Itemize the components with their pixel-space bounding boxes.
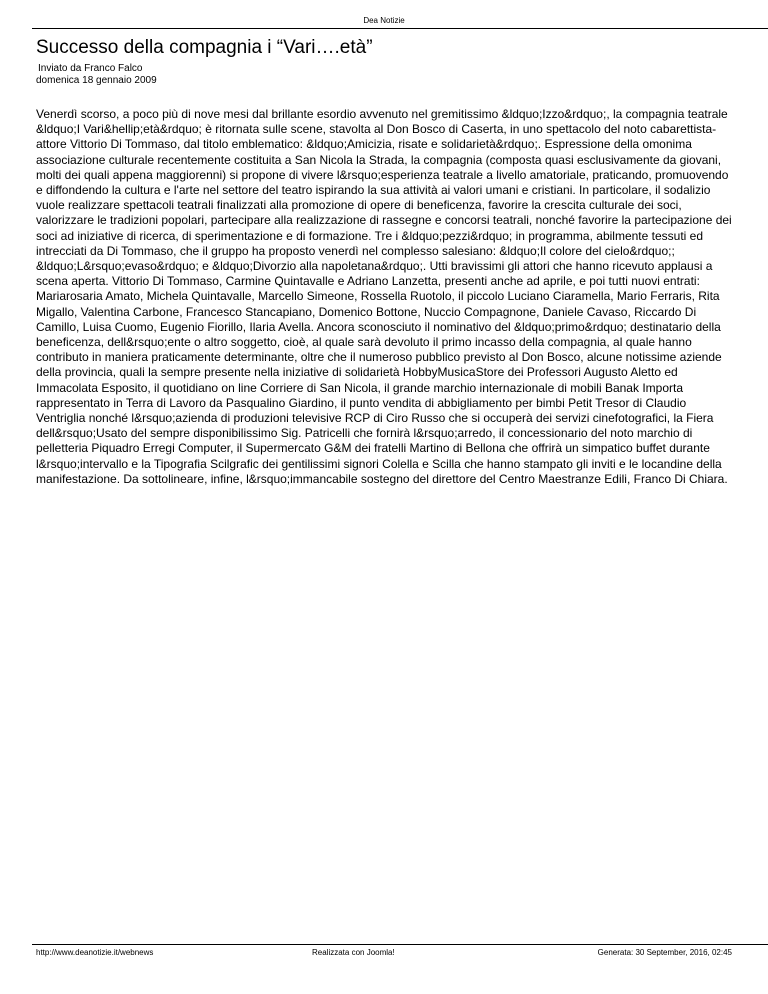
footer-url-link[interactable]: http://www.deanotizie.it/webnews (36, 948, 154, 957)
footer-divider (32, 944, 768, 945)
author-line: Inviato da Franco Falco (38, 63, 143, 74)
header-divider (32, 28, 768, 29)
footer-made-with: Realizzata con Joomla! (312, 948, 395, 957)
site-name: Dea Notizie (363, 16, 405, 25)
date-line: domenica 18 gennaio 2009 (36, 75, 157, 86)
article-meta (36, 63, 157, 87)
article-body: Venerdì scorso, a poco più di nove mesi dal brillante esordio avvenuto nel gremitissimo &ldquo;Izzo&rdquo;, la compagnia teatrale &ldquo;I Vari&hellip;età&rdquo; è ritornata sulle scene, stavolta al Don Bosco di Caserta, in uno spettacolo del noto cabarettista-attore Vittorio Di Tommaso, dal titolo emblematico: &ldquo;Amicizia, risate e solidarietà&rdquo;. Espressione della omonima associazione culturale recentemente costituita a San Nicola la Strada, la compagnia (composta quasi esclusivamente da giovani, molti dei quali appena maggiorenni) si propone di vivere l&rsquo;esperienza teatrale a livello amatoriale, praticando, promuovendo e diffondendo la cultura e l'arte nel settore del teatro ispirando la sua attività ai valori umani e cristiani. In particolare, il sodalizio vuole realizzare spettacoli teatrali finalizzati alla promozione di opere di beneficenza, favorire la crescita culturale dei soci, valorizzare le tradizioni popolari, partecipare alla realizzazione di rassegne e concorsi teatrali, nonché favorire la partecipazione dei soci ad iniziative di ricerca, di sperimentazione e di formazione. Tre i &ldquo;pezzi&rdquo; in programma, abilmente tessuti ed intrecciati da Di Tommaso, che il gruppo ha proposto venerdì nel complesso salesiano: &ldquo;Il colore del cielo&rdquo;; &ldquo;L&rsquo;evaso&rdquo; e &ldquo;Divorzio alla napoletana&rdquo;. Utti bravissimi gli attori che hanno ricevuto applausi a scena aperta. Vittorio Di Tommaso, Carmine Quintavalle e Adriano Lanzetta, presenti anche ad aprile, e poi tutti nuovi entrati: Mariarosaria Amato, Michela Quintavalle, Marcello Simeone, Rossella Ruotolo, il piccolo Luciano Ciaramella, Mario Ferraris, Rita Migallo, Valentina Carbone, Francesco Stancapiano, Domenico Bottone, Nuccio Compagnone, Daniele Cavaso, Riccardo Di Camillo, Luisa Cuomo, Eugenio Fiorillo, Ilaria Avella. Ancora sconosciuto il nominativo del &ldquo;primo&rdquo; destinatario della beneficenza, dell&rsquo;ente o altro soggetto, cioè, al quale sarà devoluto il primo incasso della compagnia, al quale hanno contributo in maniera praticamente determinante, oltre che il numeroso pubblico previsto al Don Bosco, alcune notissime aziende della provincia, quali la sempre presente nella iniziative di solidarietà HobbyMusicaStore dei Professori Augusto Aletto ed Immacolata Esposito, il quotidiano on line Corriere di San Nicola, il grande marchio internazionale di mobili Banak Importa rappresentato in Terra di Lavoro da Pasqualino Giardino, il punto vendita di abbigliamento per bimbi Petit Tresor di Claudio Ventriglia nonché l&rsquo;azienda di produzioni televisive RCP di Ciro Russo che si occuperà dei servizi cinefotografici, la Fiera dell&rsquo;Usato del sempre disponibilissimo Sig. Patricelli che fornirà l&rsquo;arredo, il concessionario del noto marchio di pelletteria Piquadro Erregi Computer, il Supermercato G&M dei fratelli Martino di Bellona che offrirà un simpatico buffet durante l&rsquo;intervallo e la Tipografia Scilgrafic dei gentilissimi signori Colella e Scilla che hanno stampato gli inviti e le locandine della manifestazione. Da sottolineare, infine, l&rsquo;immancabile sostegno del direttore del Centro Maestranze Edili, Franco Di Chiara. (36, 107, 732, 486)
footer-generated-date: Generata: 30 September, 2016, 02:45 (597, 948, 732, 957)
article-title: Successo della compagnia i “Vari….età” (36, 37, 373, 58)
